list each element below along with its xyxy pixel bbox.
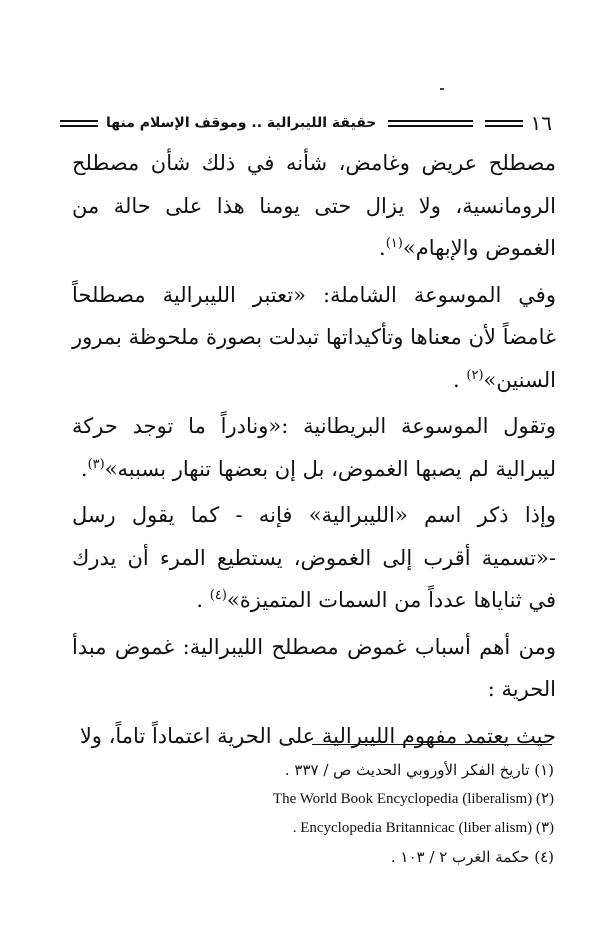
footnotes [150, 756, 554, 872]
header-rule-end [60, 120, 98, 127]
paragraph-text: ومن أهم أسباب غموض مصطلح الليبرالية: غموض مبدأ الحرية : [72, 634, 556, 701]
paragraph-end: . [379, 236, 386, 260]
page-number: ١٦ [530, 111, 552, 135]
paragraph-text: مصطلح عريض وغامض، شأنه في ذلك شأن مصطلح الرومانسية، ولا يزال حتى يومنا هذا على حالة من الغموض والإبهام» [72, 151, 556, 260]
paragraph-end: . [196, 588, 210, 612]
footnote-text: The World Book Encyclopedia (liberalism) [272, 791, 533, 807]
paragraph [72, 715, 556, 758]
paragraph-text: وتقول الموسوعة البريطانية :«ونادراً ما توجد حركة ليبرالية لم يصبها الغموض، بل إن بعضها تنهار بسببه» [72, 414, 556, 481]
running-header [60, 110, 552, 136]
footnote-marker: (٤) [209, 588, 227, 603]
book-title: حقيقة الليبرالية .. وموقف الإسلام منها [106, 115, 377, 131]
header-rule-long [388, 120, 472, 127]
print-speck [440, 88, 444, 90]
footnote-number: (٢) [535, 791, 554, 807]
footnote-1 [150, 756, 554, 785]
paragraph [72, 626, 556, 711]
paragraph [72, 494, 556, 622]
footnote-text: حكمة الغرب ٢ / ١٠٣ . [390, 848, 530, 866]
footnote-number: (٤) [534, 848, 554, 866]
footnote-4 [150, 843, 554, 872]
paragraph [72, 142, 556, 270]
paragraph-text: وإذا ذكر اسم «الليبرالية» فإنه - كما يقول رسل -«تسمية أقرب إلى الغموض، يستطيع المرء أن يدرك في ثناياها عدداً من السمات المتميزة» [72, 503, 556, 612]
footnote-number: (٣) [535, 820, 554, 836]
paragraph-text: حيث يعتمد مفهوم الليبرالية على الحرية اعتماداً تاماً، ولا [79, 723, 556, 748]
paragraph-text: وفي الموسوعة الشاملة: «تعتبر الليبرالية مصطلحاً غامضاً لأن معناها وتأكيداتها تبدلت بصورة ملحوظة بمرور السنين» [72, 282, 556, 392]
footnote-marker: (٣) [87, 456, 105, 472]
paragraph-end: . [80, 456, 88, 481]
footnote-number: (١) [534, 761, 554, 779]
footnote-text: تاريخ الفكر الأوروبي الحديث ص / ٣٣٧ . [284, 761, 530, 779]
footnote-3 [150, 814, 554, 843]
body-text [72, 142, 556, 757]
paragraph-end: . [453, 367, 467, 392]
header-rule-short [485, 120, 523, 127]
footnote-marker: (٢) [466, 367, 484, 383]
footnote-2 [150, 785, 554, 814]
paragraph [72, 274, 556, 402]
footnote-marker: (١) [385, 236, 403, 251]
footnote-separator [312, 744, 552, 745]
footnote-text: . Encyclopedia Britannicac (liber alism) [292, 820, 533, 836]
paragraph [72, 405, 556, 490]
